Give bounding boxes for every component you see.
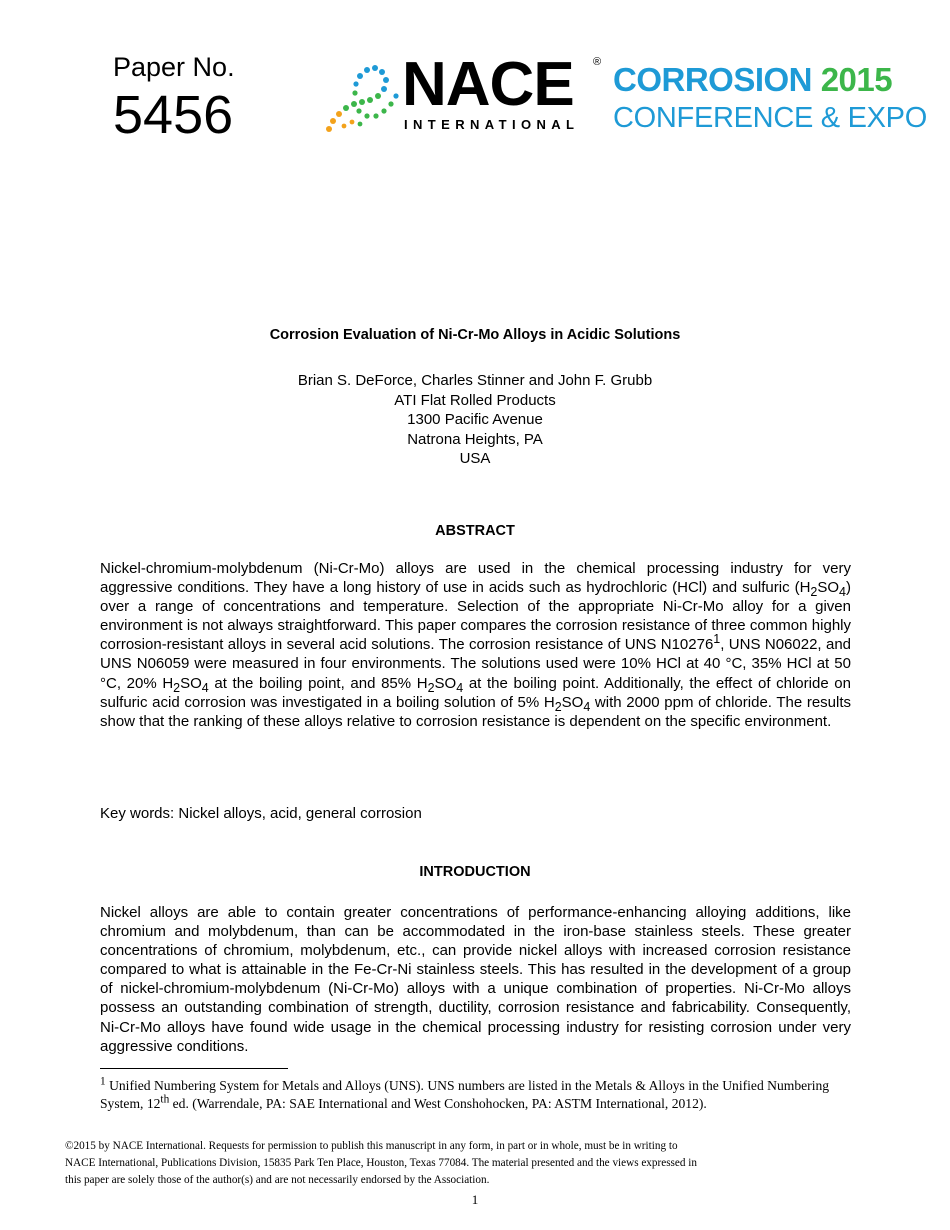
footnote-marker: 1 bbox=[100, 1075, 106, 1088]
author-street: 1300 Pacific Avenue bbox=[407, 411, 543, 428]
nace-wordmark: NACE bbox=[402, 50, 574, 119]
page-number: 1 bbox=[471, 1192, 479, 1207]
introduction-heading: INTRODUCTION bbox=[419, 864, 531, 880]
author-names: Brian S. DeForce, Charles Stinner and John F. Grubb bbox=[297, 372, 653, 389]
footnote-divider bbox=[100, 1068, 288, 1069]
paper-title: Corrosion Evaluation of Ni-Cr-Mo Alloys in Acidic Solutions bbox=[269, 327, 681, 343]
registered-mark: ® bbox=[593, 56, 602, 68]
conference-title bbox=[613, 62, 892, 98]
paper-number: 5456 bbox=[113, 85, 234, 145]
abstract-text: Nickel-chromium-molybdenum (Ni-Cr-Mo) alloys are used in the chemical processing industry for very aggressive conditions. They have a long history of use in acids such as hydrochloric (HCl) and sulfuric $(H_2SO_4)$ over a range of concentrations and temperature. Selection of the appropriate Ni-Cr-Mo alloy for a given environment is not always straightforward. This paper compares the corrosion resistance of three common highly corrosion-resistant alloys in several acid solutions. The corrosion resistance of UNS N10276$^1$, UNS N06022, and UNS N06059 were measured in four environments. The solutions used were 10% HCl at 40 °C, 35% HCl at 50 °C, 20% $H_2SO_4$ at the boiling point, and 85% $H_2SO_4$ at the boiling point. Additionally, the effect of chloride on sulfuric acid corrosion was investigated in a boiling solution of 5% $H_2SO_4$ with 2000 ppm of chloride. The results show that the ranking of these alloys relative to corrosion resistance is dependent on the specific environment. bbox=[100, 560, 851, 730]
author-city: Natrona Heights, PA bbox=[407, 430, 543, 448]
footnote: $^1$ Unified Numbering System for Metals and Alloys (UNS). UNS numbers are listed in the Metals & Alloys in the Unified Numbering System, 12th ed. (Warrendale, PA: SAE International and West Conshohocken, PA: ASTM International, 2012). bbox=[100, 1075, 830, 1111]
keywords: Key words: Nickel alloys, acid, general corrosion bbox=[100, 805, 422, 822]
author-company: ATI Flat Rolled Products bbox=[394, 391, 556, 409]
author-block bbox=[0, 371, 950, 469]
introduction-text bbox=[100, 903, 851, 1056]
copyright-notice: ©2015 by NACE International. Requests for permission to publish this manuscript in any form, in part or in whole, must be in writing to NACE International, Publications Division, 15835 Park Ten Place, Houston, Texas 77084. The material presented and the views expressed in this paper are solely those of the author(s) and are not necessarily endorsed by the Association. bbox=[65, 1140, 697, 1187]
conference-year: 2015 bbox=[820, 61, 893, 98]
author-country: USA bbox=[459, 450, 491, 467]
introduction-paragraph: Nickel alloys are able to contain greater concentrations of performance-enhancing alloying additions, like chromium and molybdenum, than can be accommodated in the iron-base stainless steels. These greater concentrations of chromium, molybdenum, etc., can provide nickel alloys with increased corrosion resistance compared to what is attainable in the Fe-Cr-Ni stainless steels. This has resulted in the development of a group of nickel-chromium-molybdenum (Ni-Cr-Mo) alloys with a unique combination of properties. Ni-Cr-Mo alloys possess an outstanding combination of strength, ductility, corrosion resistance and fabricability. Consequently, Ni-Cr-Mo alloys have found wide usage in the chemical processing industry for resisting corrosion under very aggressive conditions. bbox=[100, 904, 851, 1055]
conference-word: CORROSION bbox=[613, 61, 813, 98]
abstract-heading: ABSTRACT bbox=[435, 523, 515, 539]
paper-label: Paper No. bbox=[113, 52, 235, 82]
conference-subtitle: CONFERENCE & EXPO bbox=[613, 102, 927, 134]
nace-international-label: INTERNATIONAL bbox=[404, 117, 580, 132]
footnote-ref: 1 bbox=[713, 632, 721, 647]
